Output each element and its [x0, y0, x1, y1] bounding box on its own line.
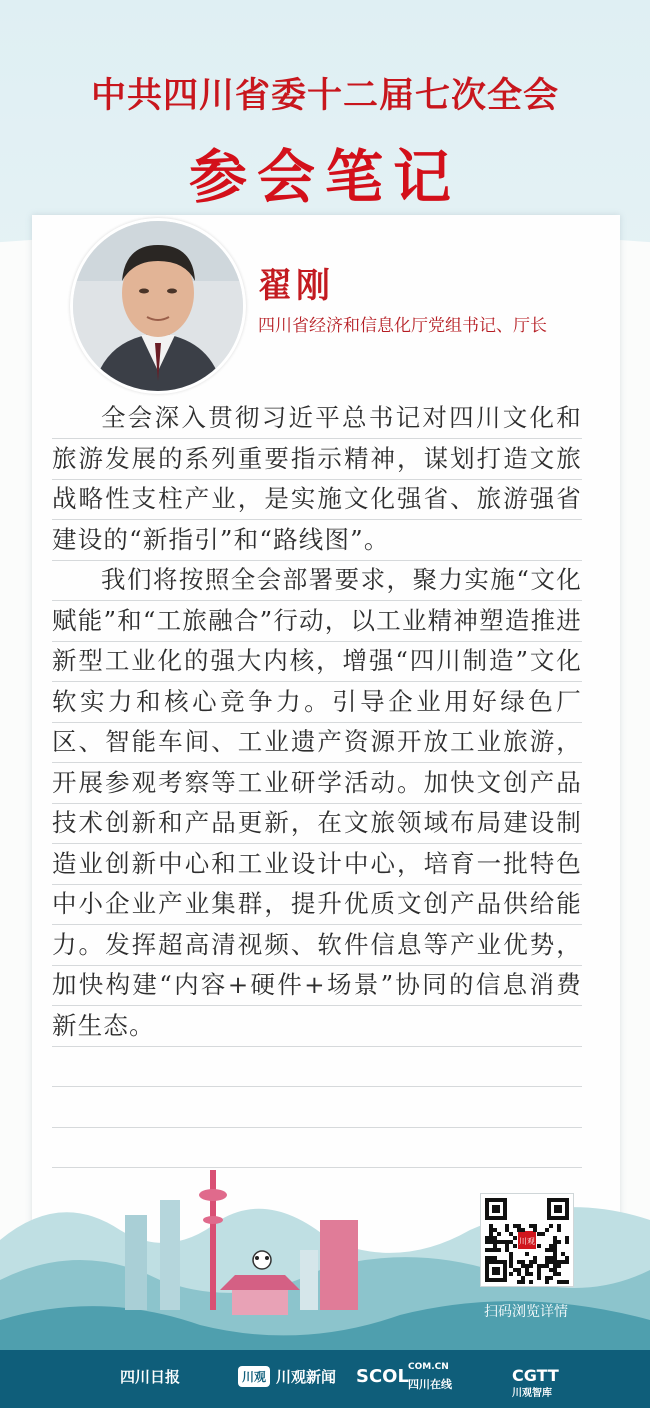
- qr-module: [549, 1276, 553, 1280]
- qr-module: [525, 1268, 529, 1272]
- qr-module: [545, 1256, 549, 1260]
- ruled-line: [52, 1086, 582, 1087]
- qr-module: [505, 1224, 509, 1228]
- qr-module: [489, 1224, 493, 1228]
- qr-module: [541, 1264, 545, 1268]
- logo-scol: SCOL: [356, 1366, 409, 1387]
- qr-module: [549, 1256, 553, 1260]
- qr-module: [545, 1264, 549, 1268]
- page-subtitle: 参会笔记: [188, 143, 461, 211]
- qr-module: [553, 1264, 557, 1268]
- qr-module: [521, 1280, 525, 1284]
- qr-module: [557, 1228, 561, 1232]
- qr-module: [505, 1244, 509, 1248]
- qr-module: [545, 1276, 549, 1280]
- qr-module: [529, 1264, 533, 1268]
- qr-module: [533, 1256, 537, 1260]
- qr-module: [553, 1272, 557, 1276]
- logo-cgtt: CGTT: [512, 1366, 559, 1385]
- qr-module: [493, 1236, 497, 1240]
- qr-module: [505, 1228, 509, 1232]
- qr-code[interactable]: [480, 1193, 574, 1287]
- qr-module: [489, 1236, 493, 1240]
- qr-module: [529, 1224, 533, 1228]
- qr-module: [529, 1272, 533, 1276]
- qr-module: [493, 1240, 497, 1244]
- qr-module: [545, 1248, 549, 1252]
- qr-module: [513, 1244, 517, 1248]
- qr-module: [549, 1248, 553, 1252]
- author-photo: [70, 218, 246, 394]
- qr-module: [529, 1260, 533, 1264]
- qr-module: [509, 1272, 513, 1276]
- qr-module: [525, 1252, 529, 1256]
- qr-center-label: 川观: [519, 1237, 535, 1246]
- logo-chuanguan-think-tank: 川观智库: [512, 1388, 552, 1399]
- ruled-line: [52, 1127, 582, 1128]
- qr-module: [561, 1280, 565, 1284]
- qr-module: [533, 1228, 537, 1232]
- qr-module: [497, 1232, 501, 1236]
- qr-module: [521, 1276, 525, 1280]
- qr-module: [553, 1236, 557, 1240]
- qr-module: [545, 1280, 549, 1284]
- qr-module: [517, 1260, 521, 1264]
- qr-module: [493, 1256, 497, 1260]
- qr-code-icon: [481, 1194, 573, 1286]
- qr-module: [513, 1224, 517, 1228]
- qr-module: [537, 1264, 541, 1268]
- qr-module: [561, 1260, 565, 1264]
- qr-module: [549, 1244, 553, 1248]
- qr-module: [525, 1272, 529, 1276]
- qr-module: [517, 1268, 521, 1272]
- article-paragraph-2: 我们将按照全会部署要求，聚力实施“文化赋能”和“工旅融合”行动，以工业精神塑造推进新型工业化的强大内核，增强“四川制造”文化软实力和核心竞争力。引导企业用好绿色厂区、智能车间、工业遗产资源开放工业旅游，开展参观考察等工业研学活动。加快文创产品技术创新和产品更新，在文旅领域布局建设制造业创新中心和工业设计中心，培育一批特色中小企业产业集群，提升优质文创产品供给能力。发挥超高清视频、软件信息等产业优势，加快构建“内容+硬件+场景”协同的信息消费新生态。: [52, 565, 582, 1040]
- qr-module: [505, 1248, 509, 1252]
- qr-module: [493, 1248, 497, 1252]
- qr-module: [557, 1224, 561, 1228]
- qr-module: [553, 1248, 557, 1252]
- qr-module: [485, 1240, 489, 1244]
- qr-module: [509, 1232, 513, 1236]
- qr-module: [493, 1228, 497, 1232]
- qr-module: [489, 1240, 493, 1244]
- qr-module: [521, 1264, 525, 1268]
- qr-module: [525, 1264, 529, 1268]
- qr-module: [537, 1272, 541, 1276]
- qr-module: [493, 1244, 497, 1248]
- qr-module: [485, 1248, 489, 1252]
- qr-module: [489, 1232, 493, 1236]
- logo-sichuan-daily: 四川日报: [120, 1368, 181, 1386]
- author-title: 四川省经济和信息化厅党组书记、厅长: [258, 316, 547, 336]
- logo-sichuan-online: 四川在线: [408, 1378, 452, 1391]
- qr-module: [513, 1268, 517, 1272]
- qr-module: [497, 1248, 501, 1252]
- qr-module: [509, 1240, 513, 1244]
- qr-module: [541, 1232, 545, 1236]
- qr-module: [489, 1256, 493, 1260]
- author-name: 翟刚: [258, 266, 334, 306]
- qr-module: [489, 1248, 493, 1252]
- qr-module: [545, 1228, 549, 1232]
- qr-module: [565, 1260, 569, 1264]
- qr-module: [545, 1260, 549, 1264]
- qr-module: [485, 1236, 489, 1240]
- qr-module: [565, 1236, 569, 1240]
- qr-module: [557, 1260, 561, 1264]
- qr-caption: 扫码浏览详情: [484, 1304, 568, 1320]
- qr-module: [565, 1280, 569, 1284]
- qr-module: [549, 1260, 553, 1264]
- qr-module: [533, 1224, 537, 1228]
- qr-module: [553, 1240, 557, 1244]
- qr-module: [557, 1264, 561, 1268]
- qr-module: [537, 1244, 541, 1248]
- qr-module: [489, 1228, 493, 1232]
- qr-module: [505, 1240, 509, 1244]
- qr-module: [565, 1240, 569, 1244]
- qr-module: [521, 1260, 525, 1264]
- page-title: 中共四川省委十二届七次全会: [90, 76, 559, 116]
- logo-chuanguan-news: 川观新闻: [276, 1368, 337, 1386]
- qr-module: [537, 1268, 541, 1272]
- qr-module: [557, 1240, 561, 1244]
- qr-module: [517, 1228, 521, 1232]
- qr-module: [509, 1260, 513, 1264]
- qr-module: [537, 1232, 541, 1236]
- qr-module: [553, 1260, 557, 1264]
- portrait-illustration: [73, 221, 243, 391]
- qr-module: [509, 1264, 513, 1268]
- qr-module: [557, 1272, 561, 1276]
- qr-module: [517, 1280, 521, 1284]
- qr-module: [549, 1268, 553, 1272]
- qr-module: [529, 1280, 533, 1284]
- qr-module: [513, 1236, 517, 1240]
- qr-module: [549, 1224, 553, 1228]
- qr-module: [553, 1244, 557, 1248]
- qr-module: [517, 1224, 521, 1228]
- qr-module: [517, 1272, 521, 1276]
- qr-module: [521, 1228, 525, 1232]
- qr-module: [501, 1240, 505, 1244]
- logo-chuanguan-badge: 川观: [238, 1366, 270, 1387]
- qr-module: [497, 1240, 501, 1244]
- qr-module: [537, 1276, 541, 1280]
- header: [0, 0, 650, 220]
- qr-module: [553, 1256, 557, 1260]
- article-paragraph-1: 全会深入贯彻习近平总书记对四川文化和旅游发展的系列重要指示精神，谋划打造文旅战略性支柱产业，是实施文化强省、旅游强省建设的“新指引”和“路线图”。: [52, 403, 582, 554]
- qr-module: [509, 1252, 513, 1256]
- qr-module: [553, 1268, 557, 1272]
- qr-module: [485, 1256, 489, 1260]
- qr-module: [557, 1280, 561, 1284]
- logo-scol-domain: COM.CN: [408, 1362, 449, 1372]
- article-body: [52, 398, 582, 1046]
- qr-module: [565, 1256, 569, 1260]
- qr-module: [533, 1260, 537, 1264]
- qr-module: [561, 1252, 565, 1256]
- qr-module: [509, 1256, 513, 1260]
- qr-module: [553, 1252, 557, 1256]
